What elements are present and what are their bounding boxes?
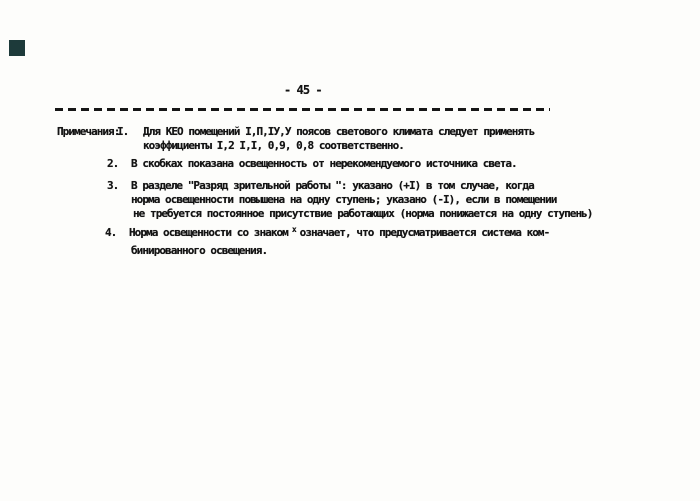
note-item-1-line-1: Для КЕО помещений I,П,IУ,У поясов светового климата следует применять <box>143 125 535 138</box>
note-item-4-line-1-pre: Норма освещенности со знаком <box>129 226 288 239</box>
page-number: - 45 - <box>284 83 322 97</box>
note-item-4-line-2: бинированного освещения. <box>131 244 268 257</box>
superscript-x-mark: x <box>291 225 297 234</box>
note-item-1-number: I. <box>117 125 129 138</box>
dashed-divider-rule <box>55 108 550 111</box>
note-item-4-line-1-post: означает, что предусматривается система ком- <box>299 226 550 239</box>
note-item-3-line-1: В разделе "Разряд зрительной работы ": указано (+I) в том случае, когда <box>131 179 534 192</box>
note-item-4-number: 4. <box>105 226 117 239</box>
note-item-3-line-2: норма освещенности повышена на одну ступень; указано (-I), если в помещении <box>131 193 557 206</box>
note-item-2-number: 2. <box>107 157 119 170</box>
scan-artifact-mark <box>9 40 25 56</box>
note-item-1-line-2: коэффициенты I,2 I,I, 0,9, 0,8 соответственно. <box>143 139 404 152</box>
note-item-3-line-3: не требуется постоянное присутствие работающих (норма понижается на одну ступень) <box>133 207 593 220</box>
notes-label: Примечания: <box>57 125 120 138</box>
note-item-3-number: 3. <box>107 179 119 192</box>
note-item-4-line-1 <box>129 227 549 240</box>
note-item-2-line-1: В скобках показана освещенность от нерекомендуемого источника света. <box>131 157 517 170</box>
